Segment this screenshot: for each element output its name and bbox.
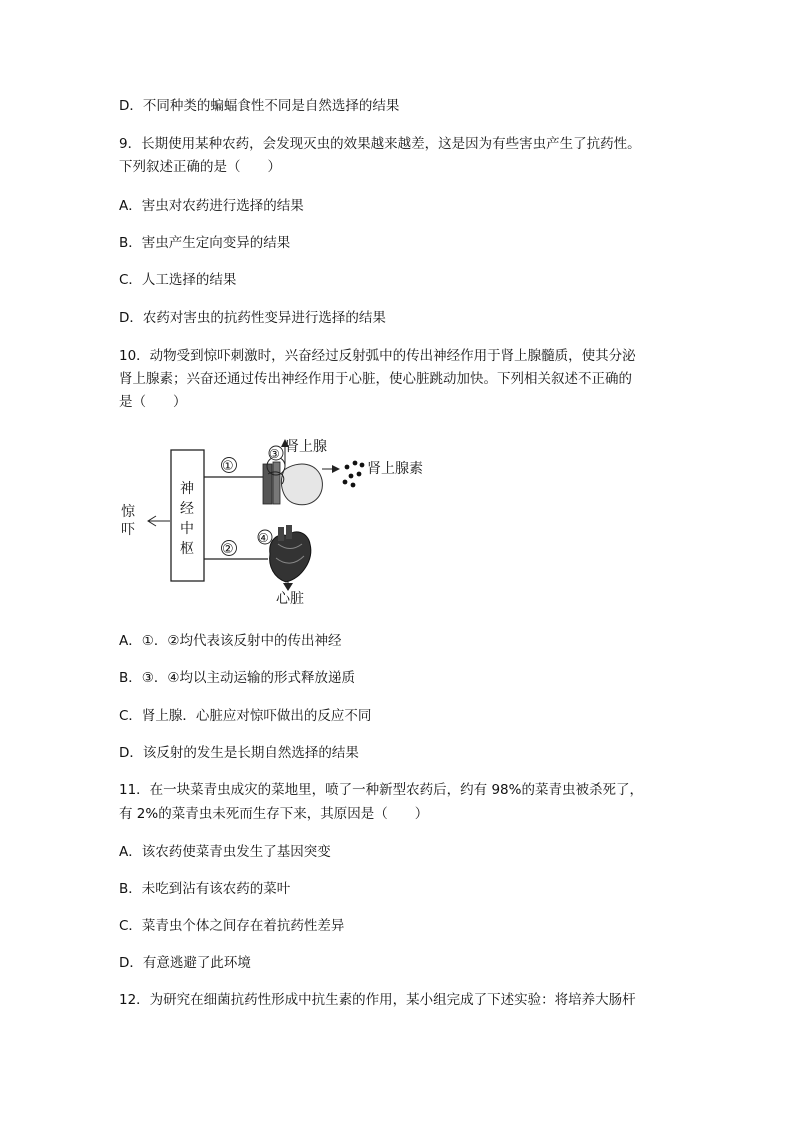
center-char-2: 经 (180, 501, 194, 517)
question-9-stem: 9．长期使用某种农药，会发现灭虫的效果越来越差，这是因为有些害虫产生了抗药性。 (119, 136, 641, 152)
synapse-4-label: ④ (258, 531, 269, 545)
option-c: C．人工选择的结果 (119, 272, 237, 288)
question-10-stem: 10．动物受到惊吓刺激时，兴奋经过反射弧中的传出神经作用于肾上腺髓质，使其分泌 (119, 348, 636, 364)
synapse-3-label: ③ (269, 447, 280, 461)
reflex-diagram (118, 432, 438, 612)
center-char-1: 神 (180, 481, 194, 497)
stimulus-label-2: 吓 (121, 522, 135, 538)
adrenal-label: 肾上腺 (285, 439, 327, 455)
heart-illustration (270, 525, 311, 582)
option-a: A．害虫对农药进行选择的结果 (119, 198, 304, 214)
option-d: D．有意逃避了此环境 (119, 955, 251, 971)
center-char-4: 枢 (180, 541, 194, 557)
center-char-3: 中 (180, 521, 194, 537)
option-b: B．未吃到沾有该农药的菜叶 (119, 881, 291, 897)
nerve-1-label: ① (222, 459, 234, 474)
option-d: D．农药对害虫的抗药性变异进行选择的结果 (119, 310, 386, 326)
text-line: D．不同种类的蝙蝠食性不同是自然选择的结果 (119, 98, 400, 114)
adrenal-gland-illustration (263, 457, 322, 505)
option-a: A．①．②均代表该反射中的传出神经 (119, 633, 342, 649)
option-c: C．菜青虫个体之间存在着抗药性差异 (119, 918, 345, 934)
question-11-stem: 11．在一块菜青虫成灾的菜地里，喷了一种新型农药后，约有 98%的菜青虫被杀死了， (119, 782, 643, 798)
question-12-stem: 12．为研究在细菌抗药性形成中抗生素的作用，某小组完成了下述实验：将培养大肠杆 (119, 992, 636, 1008)
hormone-dots (343, 461, 365, 488)
question-9-stem-cont: 下列叙述正确的是（ ） (119, 159, 281, 175)
heart-label: 心脏 (276, 591, 304, 607)
question-11-stem-cont: 有 2%的菜青虫未死而生存下来，其原因是（ ） (119, 806, 429, 822)
question-10-stem-cont: 肾上腺素；兴奋还通过传出神经作用于心脏，使心脏跳动加快。下列相关叙述不正确的 (119, 371, 632, 387)
option-d: D．该反射的发生是长期自然选择的结果 (119, 745, 359, 761)
option-b: B．害虫产生定向变异的结果 (119, 235, 291, 251)
question-10-stem-end: 是（ ） (119, 394, 187, 410)
nerve-2-label: ② (222, 542, 234, 557)
stimulus-label-1: 惊 (121, 504, 135, 520)
option-b: B．③．④均以主动运输的形式释放递质 (119, 670, 355, 686)
hormone-label: 肾上腺素 (367, 461, 423, 477)
option-c: C．肾上腺．心脏应对惊吓做出的反应不同 (119, 708, 372, 724)
option-a: A．该农药使菜青虫发生了基因突变 (119, 844, 331, 860)
